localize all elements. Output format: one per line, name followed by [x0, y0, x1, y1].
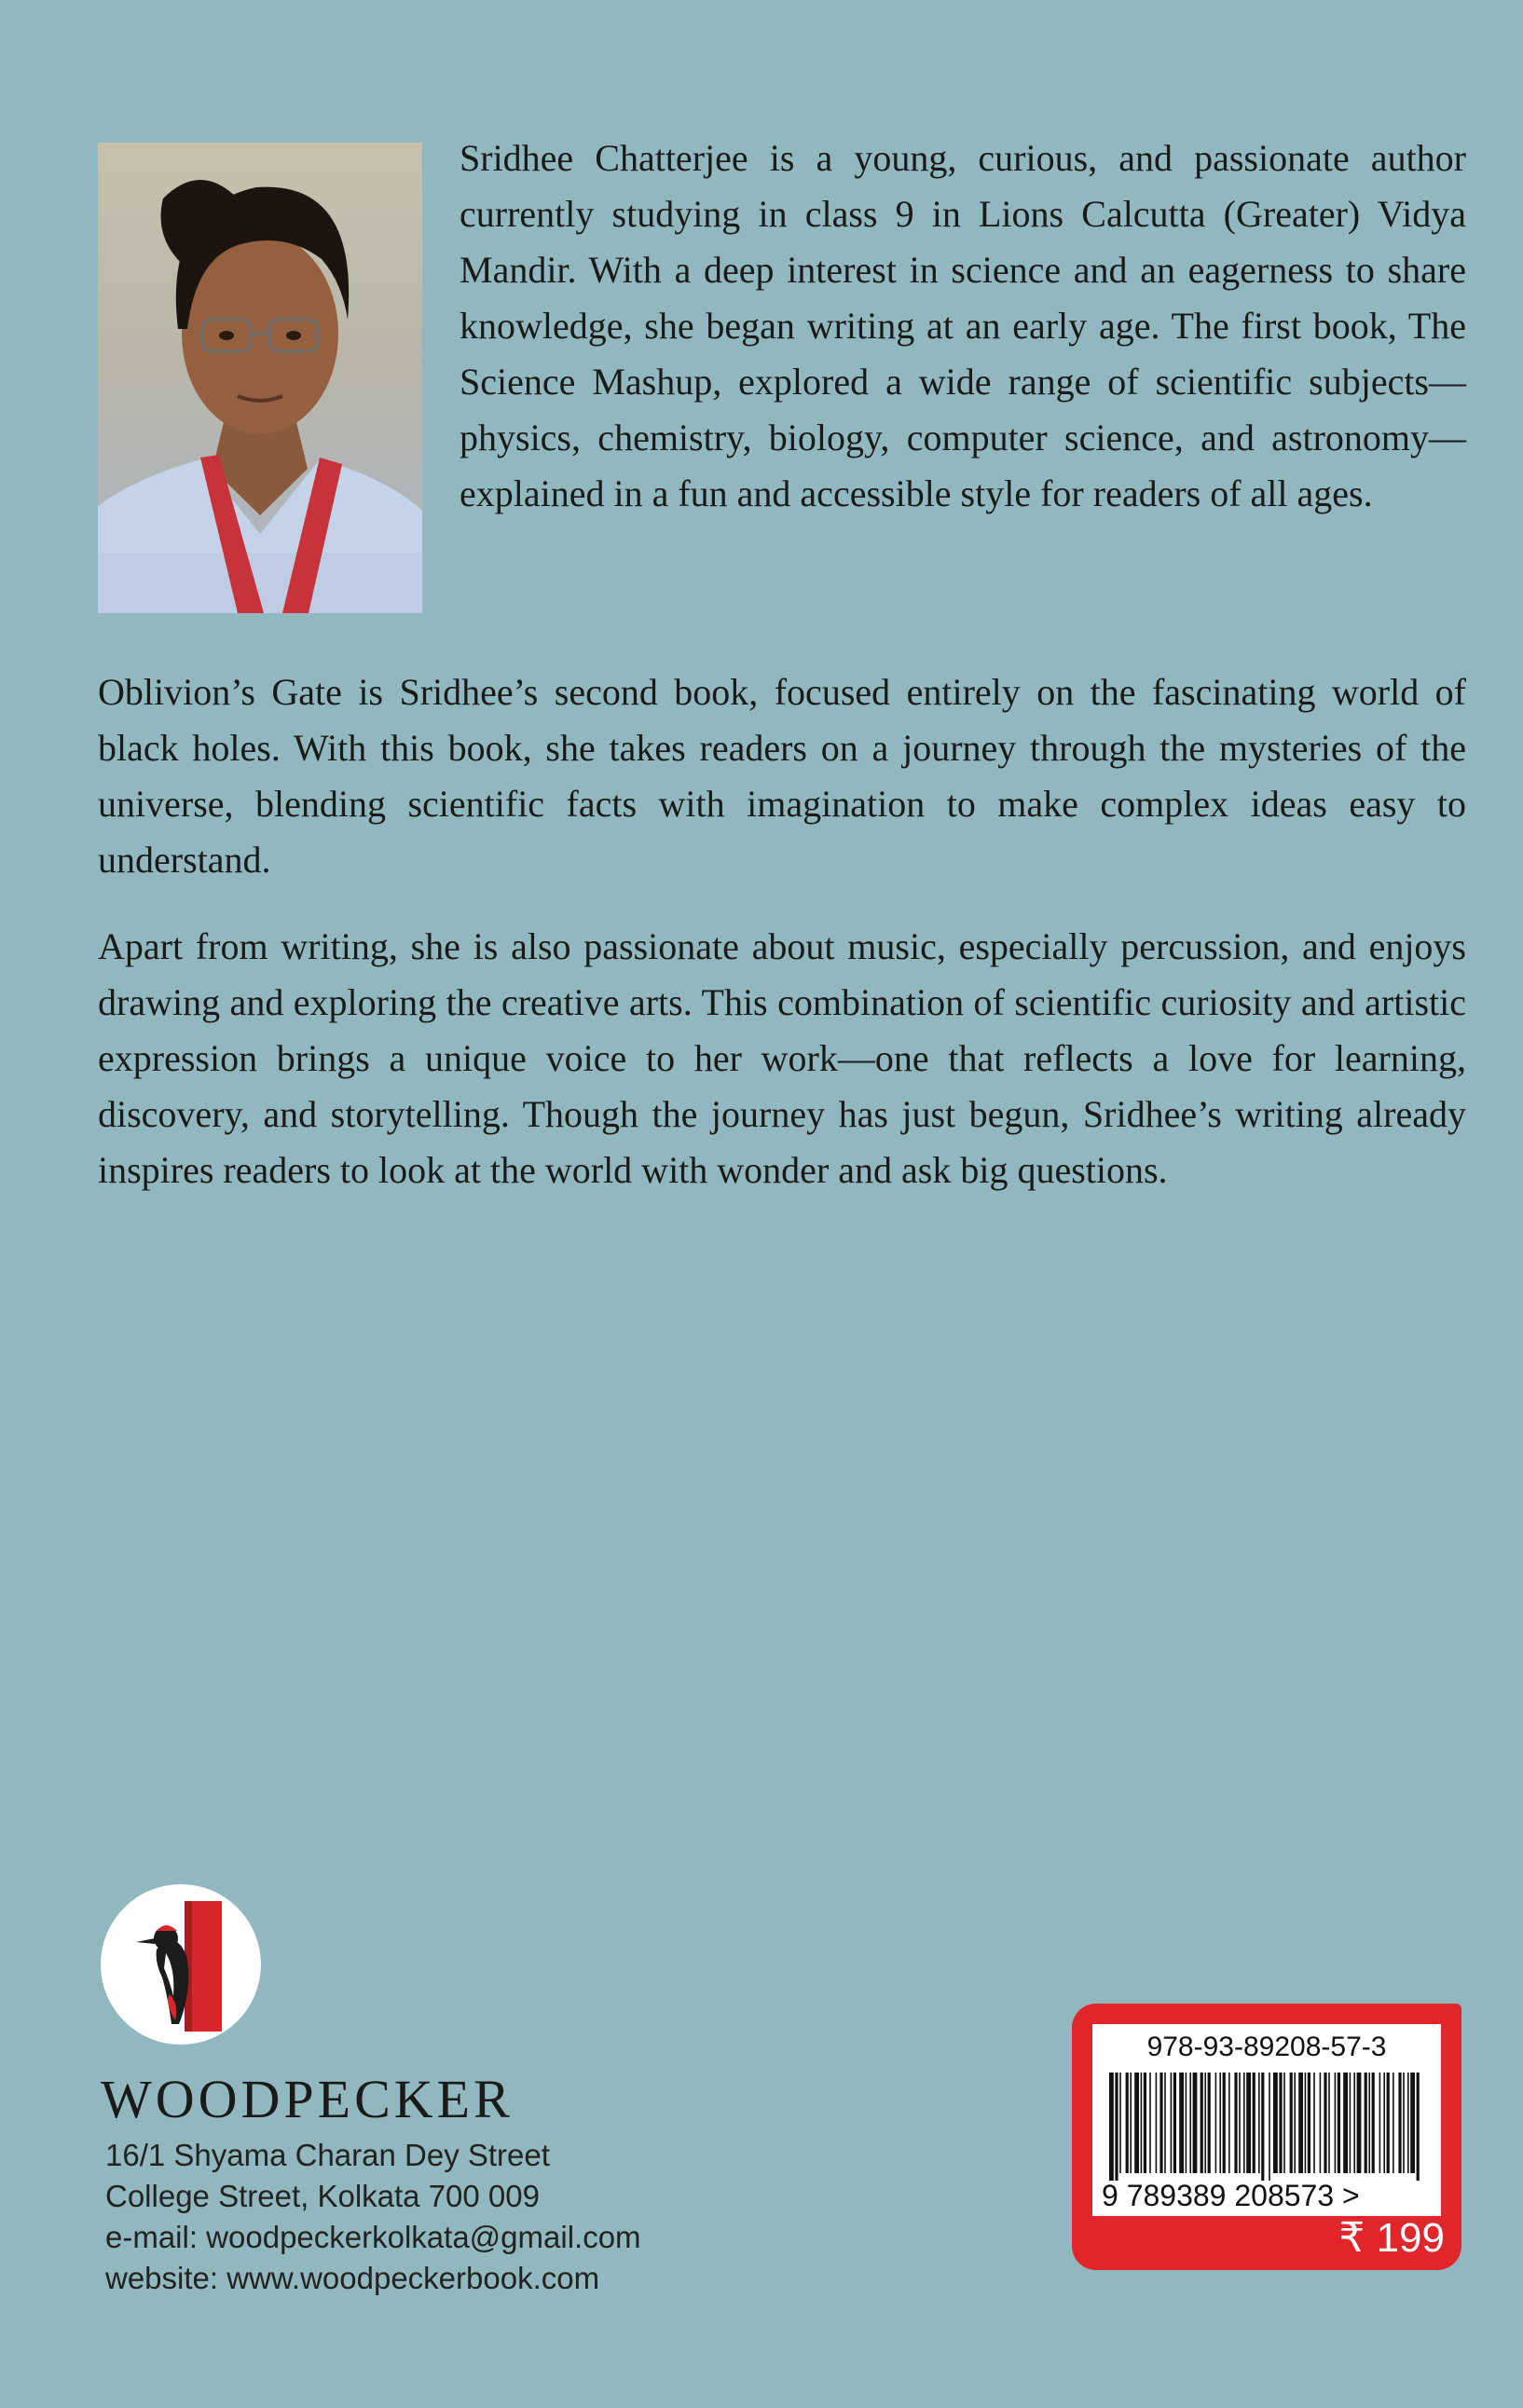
address-line-2: College Street, Kolkata 700 009: [105, 2179, 540, 2213]
price-label: ₹ 199: [1338, 2215, 1445, 2261]
publisher-email: e-mail: woodpeckerkolkata@gmail.com: [105, 2220, 641, 2254]
author-bio-paragraph-2: Oblivion’s Gate is Sridhee’s second book, focused entirely on the fascinating world of black holes. With this book, she takes readers on a journey through the mysteries of the universe, blending scientific facts with imagination to make complex ideas easy to understand.: [98, 671, 1466, 881]
author-bio-intro: Sridhee Chatterjee is a young, curious, and passionate author currently studying in class 9 in Lions Calcutta (Greater) Vidya Mandir. With a deep interest in science and an eagerness to share knowledge, she began writing at an early age. The first book, The Science Mashup, explored a wide range of scientific subjects—physics, chemistry, biology, computer science, and astronomy—explained in a fun and accessible style for readers of all ages.: [460, 137, 1466, 514]
barcode-box: [1072, 2004, 1461, 2270]
address-line-1: 16/1 Shyama Charan Dey Street: [105, 2138, 550, 2172]
isbn-text: 978-93-89208-57-3: [1146, 2032, 1387, 2062]
barcode-bars: [1105, 2073, 1428, 2181]
publisher-website: website: www.woodpeckerbook.com: [105, 2261, 600, 2295]
publisher-address: [105, 2135, 641, 2299]
barcode-digits: 9 789389 208573 >: [1102, 2179, 1360, 2212]
barcode-panel: [1092, 2024, 1441, 2216]
author-photo: [98, 143, 422, 613]
author-bio-paragraph-3: Apart from writing, she is also passionate about music, especially percussion, and enjoys drawing and exploring the creative arts. This combination of scientific curiosity and artistic expression brings a unique voice to her work—one that reflects a love for learning, discovery, and storytelling. Though the journey has just begun, Sridhee’s writing already inspires readers to look at the world with wonder and ask big questions.: [98, 925, 1466, 1191]
publisher-name: WOODPECKER: [101, 2069, 514, 2129]
woodpecker-logo-icon: [101, 1884, 261, 2045]
